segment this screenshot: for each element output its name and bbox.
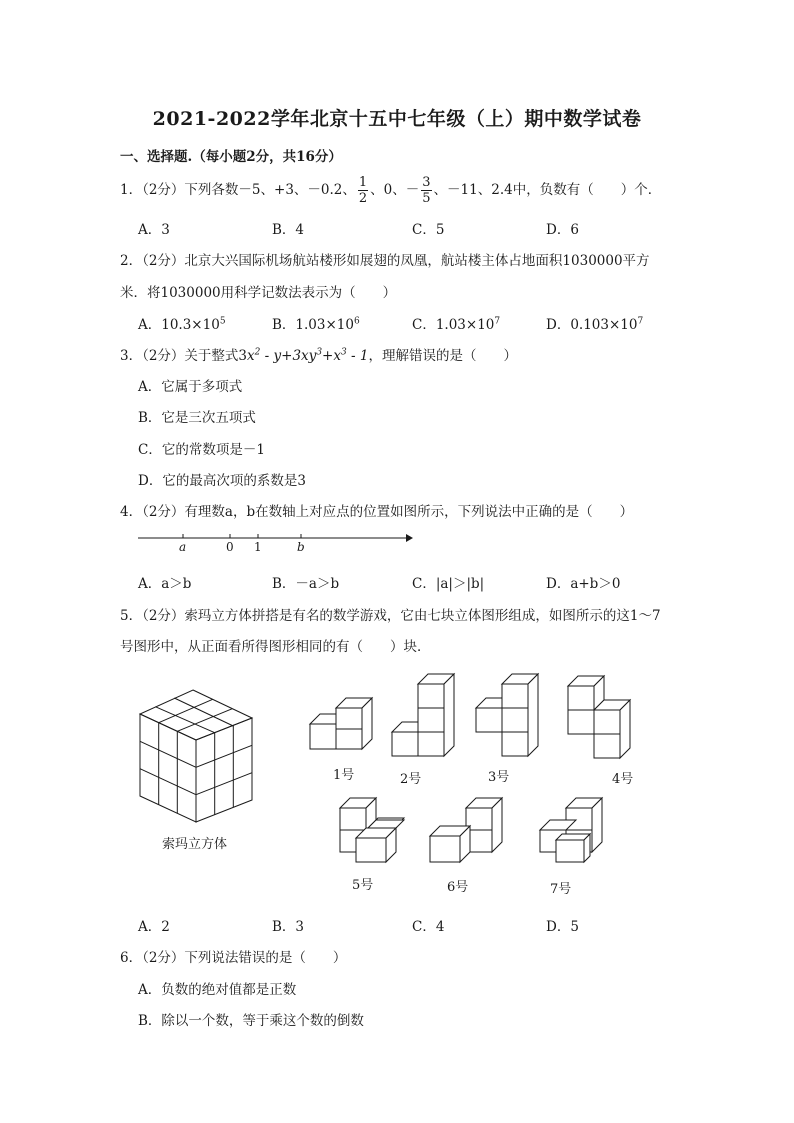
q1-option-d: D．6	[546, 222, 579, 238]
question-6: 6．（2分）下列说法错误的是（ ）	[120, 950, 347, 966]
option-text: B．1.03×10	[272, 317, 354, 333]
section-heading: 一、选择题.（每小题2分，共16分）	[120, 149, 342, 165]
exam-title: 2021-2022学年北京十五中七年级（上）期中数学试卷	[152, 108, 642, 130]
q3-text-start: 3．（2分）关于整式3	[120, 348, 248, 364]
option-exponent: 5	[219, 316, 226, 327]
question-3	[120, 344, 517, 364]
q2-option-b	[272, 313, 360, 333]
q1-text-start: 1．（2分）下列各数－5、+3、－0.2、	[120, 182, 356, 198]
q5-option-d: D．5	[546, 919, 579, 935]
frac-numerator: 1	[358, 175, 368, 190]
q3-option-b: B．它是三次五项式	[138, 410, 256, 426]
q1-option-b: B．4	[272, 222, 305, 238]
q5-line-2: 号图形中，从正面看所得图形相同的有（ ）块．	[120, 639, 431, 655]
piece-7-label: 7号	[550, 882, 572, 897]
q2-line-2: 米．将1030000用科学记数法表示为（ ）	[120, 285, 397, 301]
q1-option-c: C．5	[412, 222, 445, 238]
piece-5-label: 5号	[352, 878, 374, 893]
q3-option-c: C．它的常数项是－1	[138, 442, 265, 458]
axis-label-zero: 0	[226, 540, 234, 554]
soma-cube-label: 索玛立方体	[162, 837, 228, 852]
q1-option-a: A．3	[138, 222, 170, 238]
q5-line-1: 5．（2分）索玛立方体拼搭是有名的数学游戏，它由七块立体图形组成，如图所示的这1～7	[120, 608, 661, 624]
q3-polynomial: $x^2 - y+3xy^3+x^3 - 1$	[247, 347, 369, 364]
q2-option-d	[546, 313, 643, 333]
frac-numerator: 3	[422, 175, 431, 190]
option-exponent: 7	[494, 316, 501, 327]
piece-5-figure	[338, 796, 410, 866]
q5-option-a: A．2	[138, 919, 170, 935]
piece-3-figure	[474, 672, 544, 760]
axis-label-a: a	[179, 540, 187, 554]
piece-4-label: 4号	[612, 772, 634, 787]
piece-2-figure	[390, 672, 460, 760]
piece-6-figure	[428, 796, 500, 866]
q6-option-a: A．负数的绝对值都是正数	[138, 982, 297, 998]
q4-option-c: C．|a|＞|b|	[412, 576, 485, 592]
question-4: 4．（2分）有理数a，b在数轴上对应点的位置如图所示，下列说法中正确的是（ ）	[120, 504, 634, 520]
axis-label-one: 1	[254, 540, 262, 554]
q3-option-a: A．它属于多项式	[138, 379, 243, 395]
piece-3-label: 3号	[488, 770, 510, 785]
q1-fraction-2	[421, 175, 431, 206]
q2-line-1: 2．（2分）北京大兴国际机场航站楼形如展翅的凤凰，航站楼主体占地面积1030000平方	[120, 253, 650, 269]
soma-cube-figure	[138, 688, 254, 824]
q1-fraction-1	[358, 175, 368, 206]
option-text: D．0.103×10	[546, 317, 638, 333]
option-exponent: 6	[353, 316, 360, 327]
q6-option-b: B．除以一个数，等于乘这个数的倒数	[138, 1013, 364, 1029]
option-text: C．1.03×10	[412, 317, 495, 333]
axis-label-b: b	[297, 540, 305, 554]
q3-option-d: D．它的最高次项的系数是3	[138, 473, 306, 489]
question-1	[120, 175, 661, 206]
q5-option-b: B．3	[272, 919, 305, 935]
piece-1-label: 1号	[333, 768, 355, 783]
q1-text-mid: 、0、－	[370, 182, 420, 198]
q4-option-d: D．a+b＞0	[546, 576, 621, 592]
piece-6-label: 6号	[447, 880, 469, 895]
q3-text-end: ，理解错误的是（ ）	[368, 348, 517, 364]
option-exponent: 7	[637, 316, 644, 327]
frac-denominator: 2	[358, 191, 368, 206]
q4-option-a: A．a＞b	[138, 576, 192, 592]
option-text: A．10.3×10	[138, 317, 220, 333]
q2-option-c	[412, 313, 500, 333]
q5-option-c: C．4	[412, 919, 445, 935]
piece-4-figure	[566, 674, 636, 762]
piece-1-figure	[308, 690, 378, 752]
piece-2-label: 2号	[400, 772, 422, 787]
q1-text-end: 、－11、2.4中，负数有（ ）个．	[433, 182, 662, 198]
q2-option-a	[138, 313, 226, 333]
frac-denominator: 5	[422, 191, 431, 206]
piece-7-figure	[538, 796, 610, 866]
q4-option-b: B．－a＞b	[272, 576, 340, 592]
